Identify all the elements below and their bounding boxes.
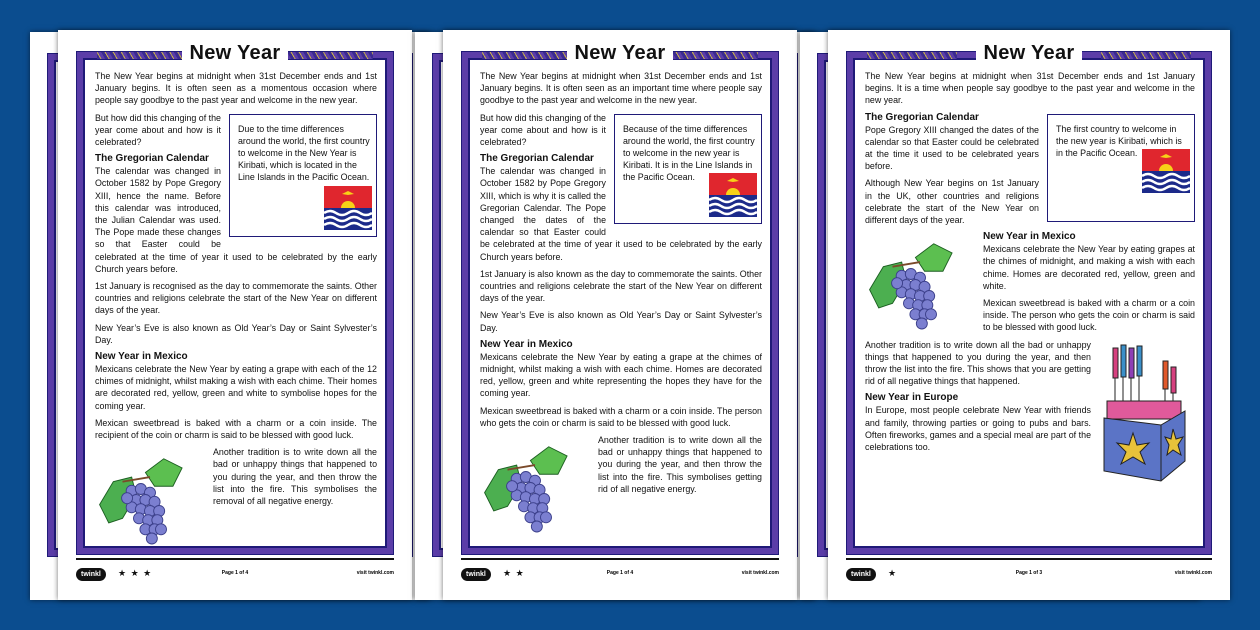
paragraph: The New Year begins at midnight when 31st December ends and 1st January begins. It is often seen as a momentous occasion where people say goodbye to the past year and welcome in the new year. — [95, 71, 377, 106]
paragraph: 1st January is recognised as the day to commemorate the saints. Other countries and religions celebrate the start of the New Year on different days of the year. — [95, 281, 377, 316]
worksheet-content — [865, 70, 1195, 540]
worksheet-content — [95, 70, 377, 540]
paragraph: The New Year begins at midnight when 31st December ends and 1st January begins. It is often seen as an important time where people say goodbye to the past year and welcome in the new year. — [480, 71, 762, 106]
paragraph: Mexican sweetbread is baked with a charm or a coin inside. The person who gets the coin or charm is said to be blessed with good luck. — [480, 405, 762, 428]
page-title: New Year — [567, 42, 674, 64]
paragraph: New Year’s Eve is also known as Old Year’s Day or Saint Sylvester’s Day. — [95, 322, 377, 345]
page-number: Page 1 of 3 — [1015, 570, 1043, 576]
paragraph: Mexican sweetbread is baked with a charm or a coin inside. The person who gets the coin or charm is said to be blessed with good luck. — [983, 298, 1195, 333]
paragraph: The New Year begins at midnight when 31st December ends and 1st January begins. It is a time when people say goodbye to the past year and welcome in the new year. — [865, 71, 1195, 106]
worksheet-page — [828, 30, 1230, 600]
worksheet-content — [480, 70, 762, 540]
fact-box-text: Because of the time differences around the world, the first country to welcome in the new year is Kiribati. It is in the Line Islands in the Pacific Ocean. — [623, 123, 755, 183]
grapes-illustration — [95, 450, 205, 550]
page-title: New Year — [182, 42, 289, 64]
page-border — [77, 42, 393, 554]
paragraph: Although New Year begins on 1st January in the UK, other countries and religions celebrate the start of the New Year on different days of the year. — [865, 178, 1039, 226]
grapes-illustration — [480, 438, 590, 538]
paragraph: Mexicans celebrate the New Year by eating a grape with each of the 12 chimes of midnight, whilst making a wish with each chime. Their homes are decorated red, yellow, green and white to symbolise hopes for the coming year. — [95, 364, 377, 411]
paragraph: The calendar was changed in October 1582 by Pope Gregory XIII, which is why it is called the Gregorian Calendar. The Pope changed the dates of the calendar so that Easter could be celebrated at the time of year it used to be celebrated by the early Church years before. — [480, 166, 762, 262]
difficulty-stars: ★ ★ — [503, 568, 525, 578]
visit-link[interactable]: visit twinkl.com — [1174, 570, 1212, 576]
paragraph: New Year’s Eve is also known as Old Year’s Day or Saint Sylvester’s Day. — [480, 310, 762, 333]
page-border — [847, 42, 1211, 554]
page-number: Page 1 of 4 — [221, 570, 249, 576]
paragraph: Another tradition is to write down all the bad or unhappy things that happened to you during the year, and then throw the list into the fire. This symbolises the removal of all negative energy. — [213, 447, 377, 507]
fact-box-text: The first country to welcome in the new year is Kiribati, which is in the Pacific Ocean. — [1056, 123, 1182, 159]
grapes-illustration — [865, 235, 975, 335]
section-heading: The Gregorian Calendar — [95, 153, 209, 165]
kiribati-fact-box — [1047, 114, 1195, 222]
twinkl-logo: twinkl — [76, 568, 106, 581]
twinkl-logo: twinkl — [461, 568, 491, 581]
paragraph: The calendar was changed in October 1582 by Pope Gregory XIII, hence the name. Before this calendar was introduced, the Julian Calendar was used. The Pope made these changes so that Easter could be celebrated at the time of year it used to be celebrated by the early Church years before. — [95, 166, 377, 274]
section-heading: New Year in Europe — [865, 392, 959, 404]
page-footer — [76, 558, 394, 578]
paragraph: 1st January is also known as the day to commemorate the saints. Other countries and religions celebrate the start of the New Year on different days of the year. — [480, 268, 762, 304]
paragraph: Pope Gregory XIII changed the dates of the calendar so that Easter could be celebrated at the time it used to be celebrated years before. — [865, 124, 1039, 172]
twinkl-logo: twinkl — [846, 568, 876, 581]
paragraph: But how did this changing of the year come about and how is it celebrated? — [95, 112, 221, 148]
paragraph: But how did this changing of the year come about and how is it celebrated? — [480, 112, 606, 148]
section-heading: New Year in Mexico — [983, 231, 1076, 243]
paragraph: Mexican sweetbread is baked with a charm or a coin inside. The recipient of the coin or charm is said to be blessed with good luck. — [95, 417, 377, 441]
kiribati-flag-icon — [324, 186, 372, 230]
section-heading: The Gregorian Calendar — [480, 153, 594, 165]
visit-link[interactable]: visit twinkl.com — [741, 570, 779, 576]
worksheet-page — [443, 30, 797, 600]
worksheet-page — [58, 30, 412, 600]
section-heading: New Year in Mexico — [480, 338, 573, 350]
page-number: Page 1 of 4 — [606, 570, 634, 576]
paragraph: Mexicans celebrate the New Year by eating a grape at the chimes of midnight, whilst making a wish with each chime. Homes are decorated red, yellow, green and white representing the hopes they have for the coming year. — [480, 351, 762, 399]
page-border — [462, 42, 778, 554]
section-heading: The Gregorian Calendar — [865, 111, 979, 123]
kiribati-fact-box — [229, 114, 377, 237]
kiribati-flag-icon — [709, 173, 757, 217]
page-footer — [461, 558, 779, 578]
kiribati-fact-box — [614, 114, 762, 225]
paragraph: Another tradition is to write down all the bad or unhappy things that happened to you during the year, and then throw the list into the fire. This shows that you are getting rid of all negative things that happened. — [865, 339, 1091, 387]
fireworks-box-illustration — [1099, 343, 1189, 488]
visit-link[interactable]: visit twinkl.com — [356, 570, 394, 576]
page-title: New Year — [976, 42, 1083, 64]
page-footer — [846, 558, 1212, 578]
difficulty-stars: ★ ★ ★ — [118, 568, 153, 578]
kiribati-flag-icon — [1142, 149, 1190, 193]
section-heading: New Year in Mexico — [95, 351, 188, 363]
difficulty-stars: ★ — [888, 568, 898, 578]
paragraph: Another tradition is to write down all the bad or unhappy things that happened to you during the year, and then throw the list into the fire. This symbolises getting rid of all negative energy. — [598, 435, 762, 494]
paragraph: In Europe, most people celebrate New Year with friends and family, throwing parties or going to pubs and bars. Often fireworks, games and a special meal are part of the celebrations too. — [865, 405, 1091, 453]
fact-box-text: Due to the time differences around the world, the first country to welcome in the New Year is Kiribati, which is located in the Line Islands in the Pacific Ocean. — [238, 123, 370, 183]
paragraph: Mexicans celebrate the New Year by eating grapes at the chimes of midnight, and making a wish with each chime. Homes are decorated red, yellow, green and white. — [983, 244, 1195, 291]
